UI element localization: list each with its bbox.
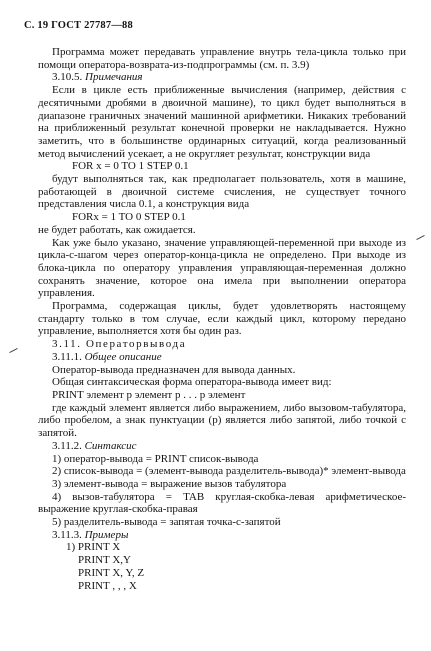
- section-title: Примеры: [84, 528, 129, 541]
- margin-mark: [9, 348, 17, 353]
- syntax-rule: 3) элемент-вывода = выражение вызов табулятора: [52, 477, 287, 490]
- example-line: PRINT , , , X: [78, 579, 137, 592]
- example-line: PRINT X,Y: [78, 554, 131, 567]
- paragraph: где каждый элемент является либо выражением, либо вызовом-табулятора, либо пробелом, а знак пунктуации (р) является либо запятой, либо точкой с запятой.: [38, 401, 406, 440]
- section-number: 3.11.1.: [52, 350, 82, 363]
- example-line: 1) PRINT X: [66, 541, 121, 554]
- syntax-rule: 4) вызов-табулятора = TAB круглая-скобка-левая арифметическое-выражение круглая-скобка-правая: [38, 490, 406, 516]
- section-title: Примечания: [85, 71, 143, 84]
- section-number: 3.10.5.: [52, 71, 83, 84]
- syntax-rule: 1) оператор-вывода = PRINT список-вывода: [52, 452, 259, 465]
- section-heading: [38, 71, 406, 84]
- section-title: Синтаксис: [84, 439, 137, 452]
- paragraph: Оператор-вывода предназначен для вывода данных.: [52, 363, 296, 376]
- paragraph: Программа может передавать управление внутрь тела-цикла только при помощи оператора-возврата-из-подпрограммы (см. п. 3.9): [38, 46, 406, 71]
- section-heading: 3.11. Операторвывода: [52, 338, 187, 351]
- paragraph: Общая синтаксическая форма оператора-вывода имеет вид:: [52, 376, 332, 389]
- section-heading: [38, 351, 406, 364]
- margin-mark: [416, 235, 424, 240]
- paragraph: Если в цикле есть приближенные вычисления (например, действия с десятичными дробями в двоичной машине), то цикл будет выполняться в диапазоне граничных значений машинной арифметики. Никаких требований на приближенный результат конечной проверки не накладывается. Нужно заметить, что в большинстве ординарных ситуаций, когда реализованный метод вычислений усекает, а не округляет результат, конструкции вида: [38, 84, 406, 160]
- document-body: [38, 46, 406, 592]
- syntax-rule: 2) список-вывода = (элемент-вывода разделитель-вывода)* элемент-вывода: [52, 465, 406, 478]
- paragraph: не будет работать, как ожидается.: [38, 223, 196, 236]
- section-heading: [38, 440, 406, 453]
- section-number: 3.11.2.: [52, 439, 82, 452]
- code-line: FOR x = 0 TO 1 STEP 0.1: [72, 160, 189, 173]
- section-number: 3.11.3.: [52, 528, 82, 541]
- syntax-line: PRINT элемент p элемент p . . . p элемент: [52, 388, 246, 401]
- example-line: PRINT X, Y, Z: [78, 566, 145, 579]
- paragraph: будут выполняться так, как предполагает пользователь, хотя в машине, работающей в двоичной системе счисления, не существует точного представления числа 0.1, а конструкция вида: [38, 173, 406, 211]
- section-heading: [38, 529, 406, 542]
- section-title: Общее описание: [84, 350, 162, 363]
- paragraph: Как уже было указано, значение управляющей-переменной при выходе из цикла-с-шагом через оператор-конца-цикла не определено. При выходе из блока-цикла по оператору управления управляющая-переменная должно сохранять значение, которое она имела при выполнении оператора управления.: [38, 236, 406, 300]
- syntax-rule: 5) разделитель-вывода = запятая точка-с-запятой: [52, 516, 281, 529]
- code-line: FORx = 1 TO 0 STEP 0.1: [72, 211, 186, 224]
- page-header: С. 19 ГОСТ 27787—88: [24, 20, 133, 31]
- paragraph: Программа, содержащая циклы, будет удовлетворять настоящему стандарту только в том случае, если каждый цикл, которому передано управление, выполняется хотя бы один раз.: [38, 300, 406, 338]
